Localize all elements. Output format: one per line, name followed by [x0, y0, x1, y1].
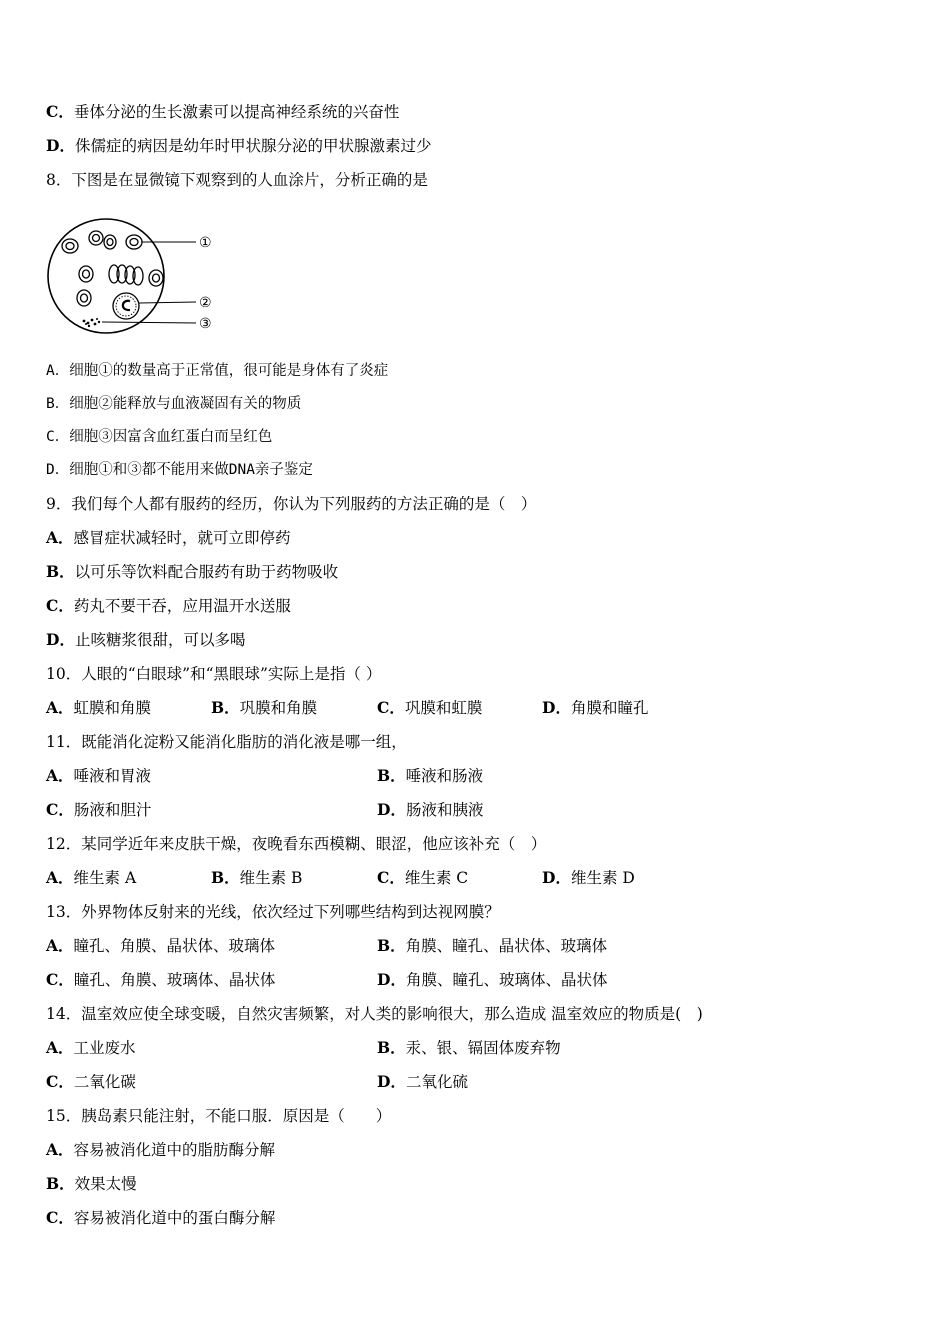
q8-option-c: C．细胞③因富含血红蛋白而呈红色 [46, 429, 273, 445]
q10-option-d: D．角膜和瞳孔 [542, 698, 649, 717]
q13-stem: 13．外界物体反射来的光线，依次经过下列哪些结构到达视网膜？ [46, 903, 500, 921]
blood-smear-figure [44, 218, 234, 338]
q10-option-b: B．巩膜和角膜 [211, 698, 318, 717]
q7-option-d: D．侏儒症的病因是幼年时甲状腺分泌的甲状腺激素过少 [46, 136, 432, 155]
q10-stem: 10．人眼的“白眼球”和“黑眼球”实际上是指（ ） [46, 665, 382, 683]
q14-option-b: B．汞、银、镉固体废弃物 [377, 1038, 561, 1057]
q11-stem: 11．既能消化淀粉又能消化脂肪的消化液是哪一组， [46, 733, 407, 751]
q12-option-a: A．维生素 A [46, 868, 137, 887]
q15-option-c: C．容易被消化道中的蛋白酶分解 [46, 1208, 276, 1227]
q15-option-a: A．容易被消化道中的脂肪酶分解 [46, 1140, 276, 1159]
q15-option-b: B．效果太慢 [46, 1174, 137, 1193]
q8-stem: 8．下图是在显微镜下观察到的人血涂片，分析正确的是 [46, 171, 428, 189]
q8-option-b: B．细胞②能释放与血液凝固有关的物质 [46, 396, 302, 412]
label-2: ② [199, 295, 212, 311]
q12-stem: 12．某同学近年来皮肤干燥，夜晚看东西模糊、眼涩，他应该补充（ ） [46, 835, 547, 853]
q10-option-c: C．巩膜和虹膜 [377, 698, 483, 717]
q9-stem: 9．我们每个人都有服药的经历，你认为下列服药的方法正确的是（ ） [46, 495, 537, 513]
q14-option-a: A．工业废水 [46, 1038, 136, 1057]
q8-option-d: D．细胞①和③都不能用来做DNA亲子鉴定 [46, 462, 313, 478]
q11-option-a: A．唾液和胃液 [46, 766, 152, 785]
label-3: ③ [199, 316, 212, 332]
q15-stem: 15．胰岛素只能注射，不能口服．原因是（ ） [46, 1107, 392, 1125]
q11-option-c: C．肠液和胆汁 [46, 800, 152, 819]
q8-option-a: A．细胞①的数量高于正常值，很可能是身体有了炎症 [46, 363, 389, 379]
white-blood-cell [113, 293, 139, 319]
q12-option-b: B．维生素 B [211, 868, 303, 887]
q14-option-c: C．二氧化碳 [46, 1072, 136, 1091]
platelets [83, 318, 101, 327]
q9-option-b: B．以可乐等饮料配合服药有助于药物吸收 [46, 562, 339, 581]
q7-option-c: C．垂体分泌的生长激素可以提高神经系统的兴奋性 [46, 102, 400, 121]
q9-option-d: D．止咳糖浆很甜，可以多喝 [46, 630, 246, 649]
q13-option-c: C．瞳孔、角膜、玻璃体、晶状体 [46, 970, 276, 989]
q14-stem: 14．温室效应使全球变暖，自然灾害频繁，对人类的影响很大，那么造成 温室效应的物质是( ) [46, 1005, 703, 1023]
q13-option-a: A．瞳孔、角膜、晶状体、玻璃体 [46, 936, 276, 955]
q10-option-a: A．虹膜和角膜 [46, 698, 152, 717]
q12-option-d: D．维生素 D [542, 868, 635, 887]
q11-option-b: B．唾液和肠液 [377, 766, 484, 785]
q11-option-d: D．肠液和胰液 [377, 800, 484, 819]
q12-option-c: C．维生素 C [377, 868, 469, 887]
label-1: ① [199, 235, 212, 251]
q13-option-d: D．角膜、瞳孔、玻璃体、晶状体 [377, 970, 608, 989]
q9-option-a: A．感冒症状减轻时，就可立即停药 [46, 528, 291, 547]
q13-option-b: B．角膜、瞳孔、晶状体、玻璃体 [377, 936, 608, 955]
q9-option-c: C．药丸不要干吞，应用温开水送服 [46, 596, 291, 615]
q14-option-d: D．二氧化硫 [377, 1072, 468, 1091]
